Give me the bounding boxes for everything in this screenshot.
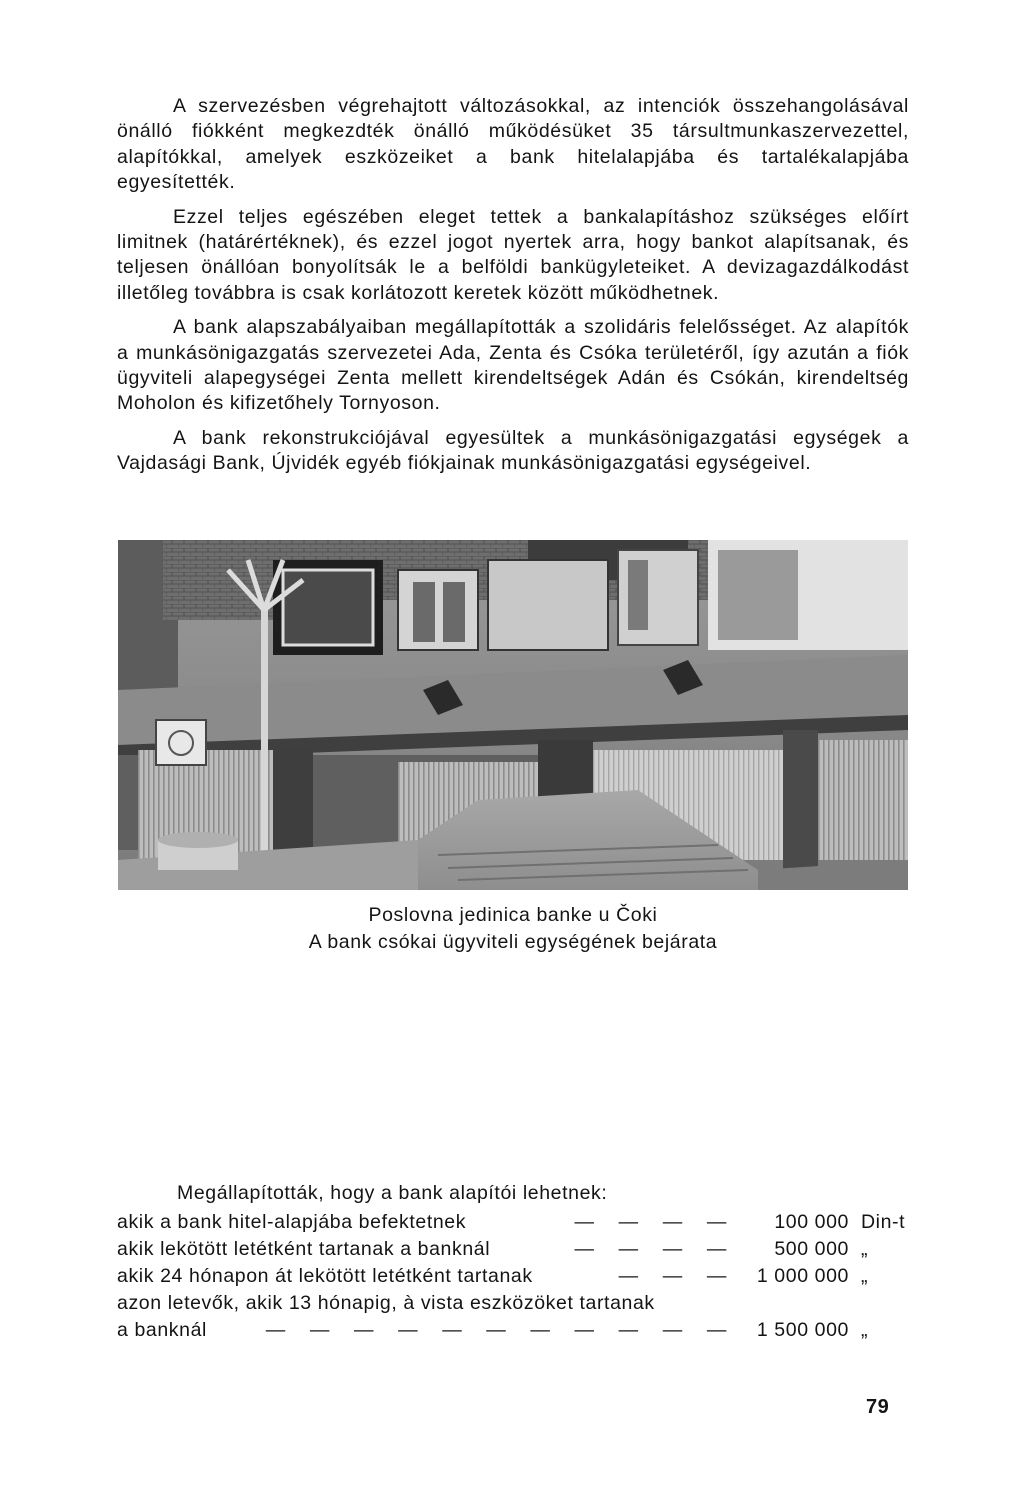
paragraph-1: A szervezésben végrehajtott változásokkal, az intenciók összehangolásával önálló fiókként megkezdték önálló működésüket 35 társultmunkaszervezettel, alapítókkal, amelyek eszközeiket a bank hitelalapjába és tartalékalapjába egyesítették. <box>117 95 909 194</box>
founder-row-label: akik a bank hitel-alapjába befektetnek <box>117 1211 467 1233</box>
founder-row-label: akik 24 hónapon át lekötött letétként tartanak <box>117 1265 533 1287</box>
page-number: 79 <box>866 1396 890 1418</box>
founder-row-unit: „ <box>861 1238 869 1260</box>
caption-line-serbian: Poslovna jedinica banke u Čoki <box>368 904 658 926</box>
founder-row-label: a banknál <box>117 1319 207 1341</box>
founders-intro: Megállapították, hogy a bank alapítói lehetnek: <box>177 1182 608 1204</box>
body-text <box>117 94 909 486</box>
founder-row-unit: Din-t <box>861 1211 906 1233</box>
founder-row-unit: „ <box>861 1265 869 1287</box>
leader-dashes: — — — — <box>574 1238 727 1260</box>
founder-row-label: azon letevők, akik 13 hónapig, à vista eszközöket tartanak <box>117 1292 655 1314</box>
founder-row-amount: 500 000 <box>774 1238 849 1260</box>
leader-dashes: — — — <box>618 1265 727 1287</box>
founder-row <box>117 1236 917 1263</box>
founder-row <box>117 1263 917 1290</box>
bank-entrance-photo <box>118 540 908 890</box>
founder-row-amount: 1 500 000 <box>756 1319 849 1341</box>
founders-list <box>117 1180 917 1344</box>
paragraph-4: A bank rekonstrukciójával egyesültek a munkásönigazgatási egységek a Vajdasági Bank, Újvidék egyéb fiókjainak munkásönigazgatási egységeivel. <box>117 426 909 475</box>
founder-row <box>117 1209 917 1236</box>
founder-row <box>117 1317 917 1344</box>
leader-dashes: — — — — — — — — — — — <box>265 1319 727 1341</box>
caption-line-hungarian: A bank csókai ügyviteli egységének bejárata <box>308 931 718 953</box>
founder-row-label: akik lekötött letétként tartanak a banknál <box>117 1238 491 1260</box>
leader-dashes: — — — — <box>574 1211 727 1233</box>
founder-row-unit: „ <box>861 1319 869 1341</box>
founder-row-amount: 100 000 <box>774 1211 849 1233</box>
paragraph-3: A bank alapszabályaiban megállapították a szolidáris felelősséget. Az alapítók a munkásönigazgatás szervezetei Ada, Zenta és Csóka területéről, így azután a fiók ügyviteli alapegységei Zenta mellett kirendeltségek Adán és Csókán, kirendeltség Moholon és kifizetőhely Tornyoson. <box>117 316 909 415</box>
founder-row <box>117 1290 917 1317</box>
photo-caption <box>117 902 909 956</box>
paragraph-2: Ezzel teljes egészében eleget tettek a bankalapításhoz szükséges előírt limitnek (határértéknek), és ezzel jogot nyertek arra, hogy bankot alapítsanak, és teljesen önállóan bonyolítsák le a belföldi bankügyleteiket. A devizagazdálkodást illetőleg továbbra is csak korlátozott keretek között működhetnek. <box>117 205 909 304</box>
founder-row-amount: 1 000 000 <box>756 1265 849 1287</box>
